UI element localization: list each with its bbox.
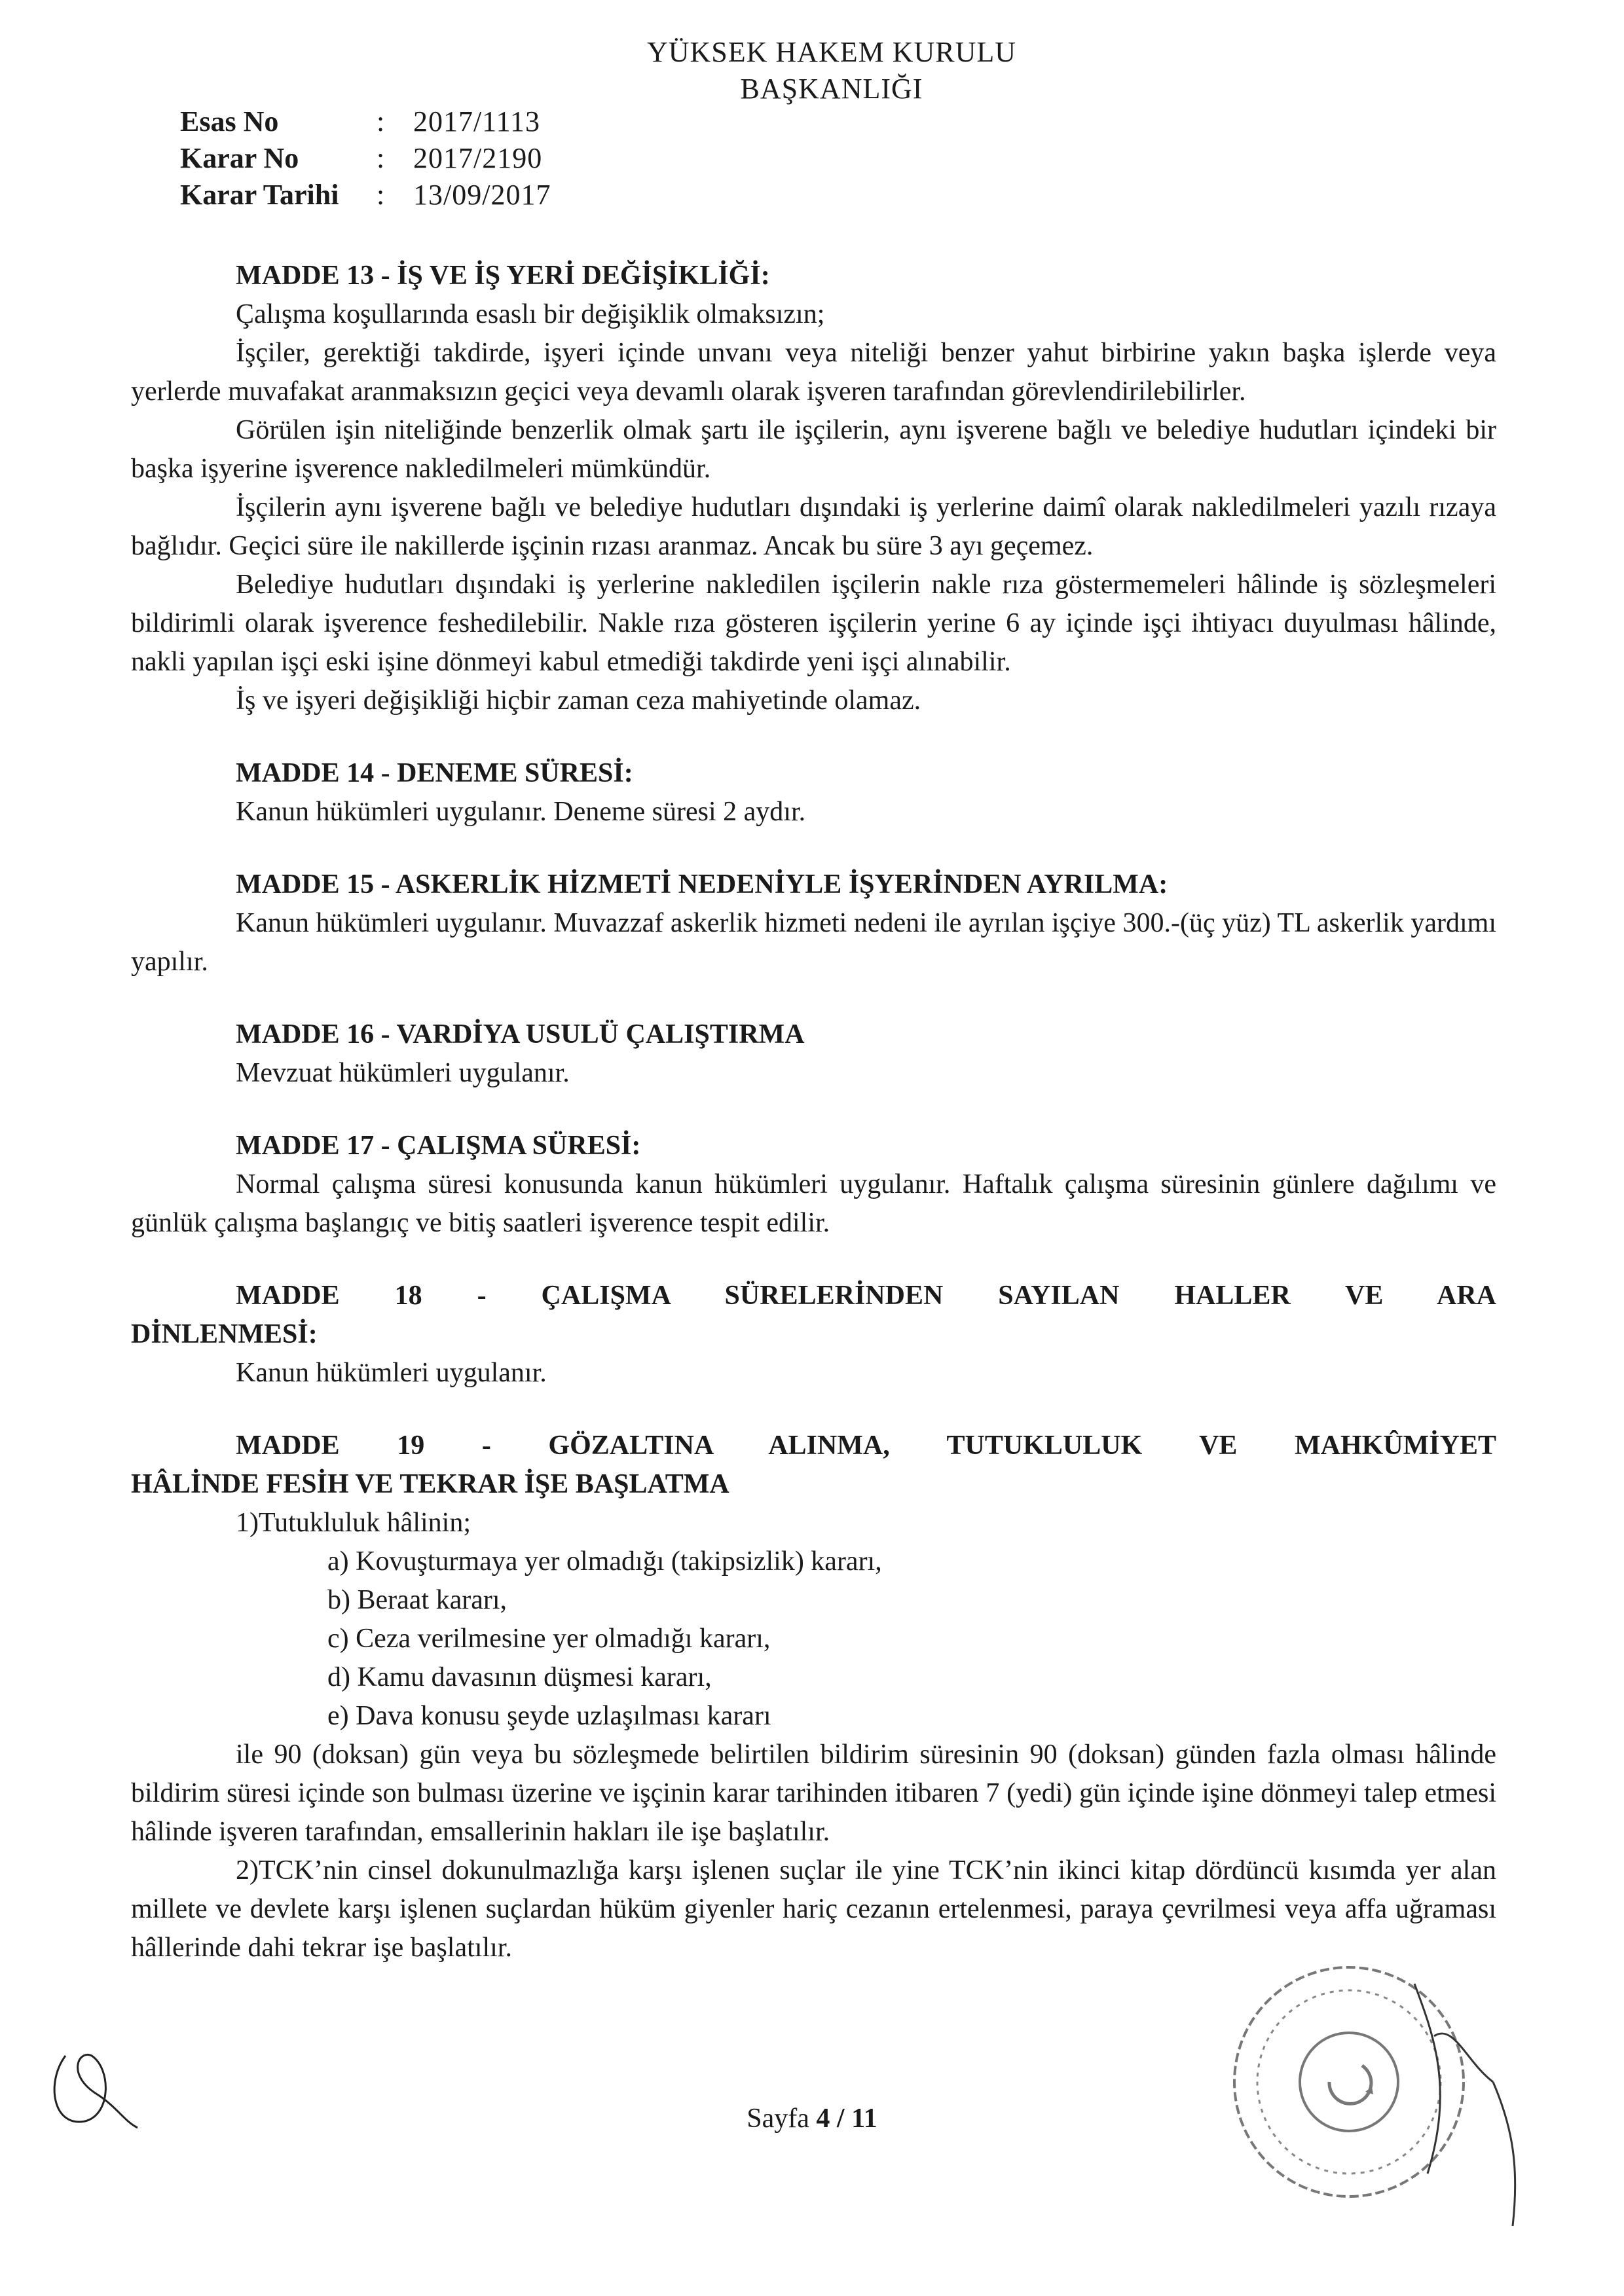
meta-separator: :	[377, 105, 385, 137]
article-heading: MADDE 15 - ASKERLİK HİZMETİ NEDENİYLE İŞYERİNDEN AYRILMA:	[236, 869, 1168, 900]
document-body	[131, 257, 1496, 1967]
meta-label: Karar No	[180, 142, 299, 174]
paragraph: Kanun hükümleri uygulanır.	[236, 1358, 547, 1388]
article-heading: MADDE 13 - İŞ VE İŞ YERİ DEĞİŞİKLİĞİ:	[236, 261, 770, 291]
meta-separator: :	[377, 179, 385, 211]
meta-value: 2017/2190	[413, 142, 543, 174]
institution-header	[537, 34, 1126, 107]
meta-value: 13/09/2017	[413, 179, 551, 211]
list-item: a) Kovuşturmaya yer olmadığı (takipsizlik) kararı,	[327, 1546, 882, 1576]
paragraph: Belediye hudutları dışındaki iş yerlerine nakledilen işçilerin nakle rıza göstermemeleri hâlinde iş sözleşmeleri bildirimli olarak işverence feshedilebilir. Nakle rıza gösteren işçilerin yerine 6 ay içinde işçi ihtiyacı duyulması hâlinde, nakli yapılan işçi eski işine dönmeyi kabul etmediği takdirde yeni işçi alınabilir.	[131, 570, 1496, 677]
article-heading: MADDE 18 - ÇALIŞMA SÜRELERİNDEN SAYILAN HALLER VE ARA	[236, 1281, 1496, 1311]
meta-value: 2017/1113	[413, 105, 540, 137]
article-heading: MADDE 16 - VARDİYA USULÜ ÇALIŞTIRMA	[236, 1019, 805, 1049]
paragraph: Çalışma koşullarında esaslı bir değişiklik olmaksızın;	[236, 299, 825, 329]
page-separator: /	[830, 2104, 852, 2134]
article-16	[131, 1015, 1496, 1093]
meta-label: Esas No	[180, 105, 279, 137]
list-item: b) Beraat kararı,	[327, 1585, 507, 1615]
institution-name: YÜKSEK HAKEM KURULU	[646, 36, 1017, 68]
paragraph: İşçilerin aynı işverene bağlı ve belediye hudutları dışındaki iş yerlerine daimî olarak nakledilmeleri yazılı rızaya bağlıdır. Geçici süre ile nakillerde işçinin rızası aranmaz. Ancak bu süre 3 ayı geçemez.	[131, 492, 1496, 561]
list-item: c) Ceza verilmesine yer olmadığı kararı,	[327, 1624, 771, 1654]
paragraph: ile 90 (doksan) gün veya bu sözleşmede belirtilen bildirim süresinin 90 (doksan) günden fazla olması hâlinde bildirim süresi içinde son bulması üzerine ve işçinin karar tarihinden itibaren 7 (yedi) gün içinde işine dönmeyi talep etmesi hâlinde işveren tarafından, emsallerinin hakları ile işe başlatılır.	[131, 1740, 1496, 1847]
official-seal-stamp	[1126, 1958, 1545, 2232]
article-heading: MADDE 19 - GÖZALTINA ALINMA, TUTUKLULUK VE MAHKÛMİYET	[236, 1430, 1496, 1461]
paragraph: Kanun hükümleri uygulanır. Muvazzaf askerlik hizmeti nedeni ile ayrılan işçiye 300.-(üç yüz) TL askerlik yardımı yapılır.	[131, 908, 1496, 977]
meta-row-karar	[180, 140, 551, 177]
meta-separator: :	[377, 142, 385, 174]
paragraph: 2)TCK’nin cinsel dokunulmazlığa karşı işlenen suçlar ile yine TCK’nin ikinci kitap dördüncü kısımda yer alan millete ve devlete karşı işlenen suçlardan hüküm giyenler hariç cezanın ertelenmesi, paraya çevrilmesi veya affa uğraması hâllerinde dahi tekrar işe başlatılır.	[131, 1855, 1496, 1963]
article-heading-continued: HÂLİNDE FESİH VE TEKRAR İŞE BAŞLATMA	[131, 1469, 729, 1499]
article-14	[131, 754, 1496, 831]
meta-row-esas	[180, 103, 551, 140]
paragraph: Normal çalışma süresi konusunda kanun hükümleri uygulanır. Haftalık çalışma süresinin günlere dağılımı ve günlük çalışma başlangıç ve bitiş saatleri işverence tespit edilir.	[131, 1169, 1496, 1238]
list-item: d) Kamu davasının düşmesi kararı,	[327, 1662, 712, 1692]
list-intro: 1)Tutukluluk hâlinin;	[236, 1508, 471, 1538]
article-heading: MADDE 17 - ÇALIŞMA SÜRESİ:	[236, 1131, 641, 1161]
paragraph: İş ve işyeri değişikliği hiçbir zaman ceza mahiyetinde olamaz.	[236, 685, 921, 716]
article-17	[131, 1127, 1496, 1243]
page-current: 4	[816, 2104, 830, 2134]
meta-label: Karar Tarihi	[180, 179, 339, 211]
article-13	[131, 257, 1496, 720]
page-prefix: Sayfa	[747, 2104, 817, 2134]
meta-row-tarih	[180, 177, 551, 213]
article-18	[131, 1277, 1496, 1393]
article-heading-continued: DİNLENMESİ:	[131, 1319, 318, 1349]
article-heading: MADDE 14 - DENEME SÜRESİ:	[236, 758, 633, 788]
paragraph: Görülen işin niteliğinde benzerlik olmak şartı ile işçilerin, aynı işverene bağlı ve belediye hudutları içindeki bir başka işyerine işverence nakledilmeleri mümkündür.	[131, 415, 1496, 484]
article-19	[131, 1427, 1496, 1967]
list-item: e) Dava konusu şeyde uzlaşılması kararı	[327, 1701, 771, 1731]
institution-subtitle: BAŞKANLIĞI	[740, 73, 923, 105]
case-meta	[180, 103, 551, 213]
paragraph: Kanun hükümleri uygulanır. Deneme süresi 2 aydır.	[236, 797, 806, 827]
signature-mark	[39, 2030, 151, 2141]
article-15	[131, 866, 1496, 981]
paragraph: İşçiler, gerektiği takdirde, işyeri içinde unvanı veya niteliği benzer yahut birbirine yakın başka işlerde veya yerlerde muvafakat aranmaksızın geçici veya devamlı olarak işveren tarafından görevlendirilebilirler.	[131, 338, 1496, 407]
page-total: 11	[851, 2104, 877, 2134]
paragraph: Mevzuat hükümleri uygulanır.	[236, 1058, 570, 1088]
